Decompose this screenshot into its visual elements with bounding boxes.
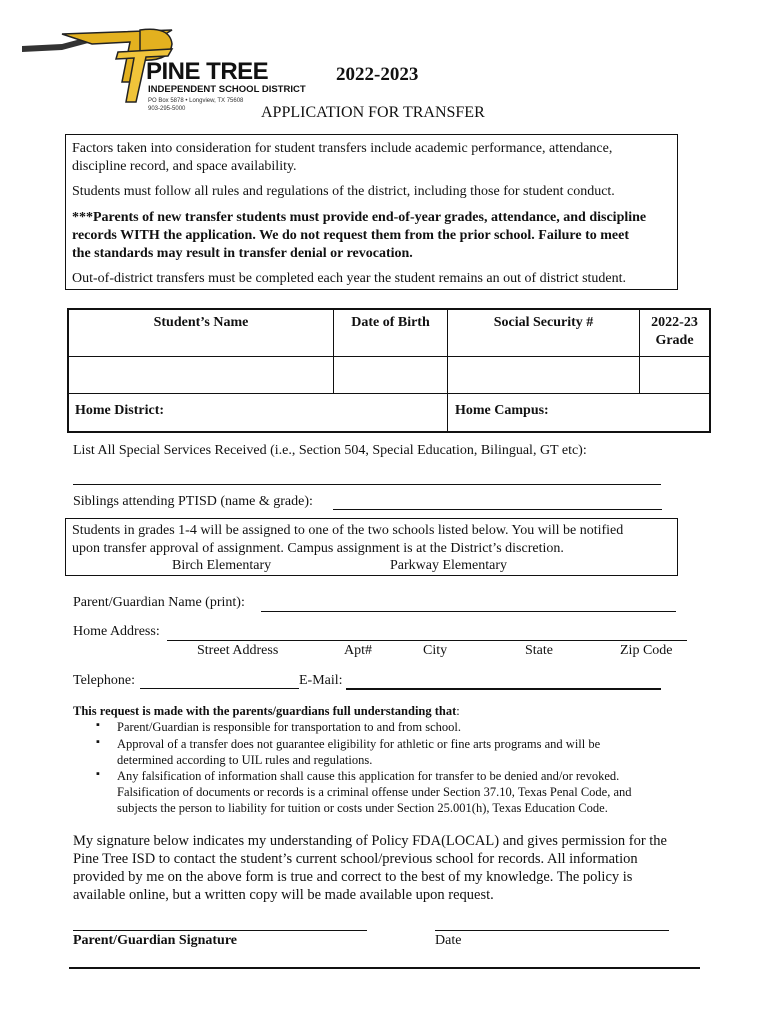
grade-header-line2: Grade xyxy=(655,333,694,348)
student-name-header: Student’s Name xyxy=(153,315,249,330)
ssn-header: Social Security # xyxy=(493,315,594,330)
ssn-field[interactable] xyxy=(448,357,638,393)
logo-subtitle: INDEPENDENT SCHOOL DISTRICT xyxy=(148,84,306,95)
factors-box xyxy=(65,134,678,290)
special-services-line[interactable] xyxy=(73,484,661,485)
date-of-birth-header: Date of Birth xyxy=(351,315,430,330)
student-name-field[interactable] xyxy=(70,357,332,393)
bottom-divider xyxy=(69,967,700,969)
signature-statement-line3: provided by me on the above form is true and correct to the best of my knowledge. The policy is xyxy=(73,869,633,885)
understanding-heading xyxy=(73,703,460,719)
special-services-label: List All Special Services Received (i.e., Section 504, Special Education, Bilingual, GT etc): xyxy=(73,443,587,458)
understanding-item-3 xyxy=(117,768,632,816)
factors-p1-line2: discipline record, and space availability. xyxy=(72,159,297,174)
factors-p2: Students must follow all rules and regulations of the district, including those for student conduct. xyxy=(72,184,615,199)
understanding-item-2 xyxy=(117,736,600,768)
form-title: APPLICATION FOR TRANSFER xyxy=(261,104,485,121)
state-label: State xyxy=(525,643,553,658)
home-address-line[interactable] xyxy=(167,640,687,641)
school-birch: Birch Elementary xyxy=(172,558,272,573)
siblings-label: Siblings attending PTISD (name & grade): xyxy=(73,494,313,509)
telephone-line[interactable] xyxy=(140,688,299,689)
city-label: City xyxy=(423,643,448,658)
signature-statement xyxy=(73,832,703,904)
school-parkway: Parkway Elementary xyxy=(390,558,508,573)
understanding-heading-colon: : xyxy=(456,704,460,718)
email-label: E-Mail: xyxy=(299,673,343,688)
factors-p3-line3: the standards may result in transfer denial or revocation. xyxy=(72,246,413,261)
home-district-label: Home District: xyxy=(75,403,165,418)
parent-name-label: Parent/Guardian Name (print): xyxy=(73,595,245,610)
understanding-item-3-line3: subjects the person to liability for tuition or costs under Section 25.001(h), Texas Education Code. xyxy=(117,801,608,815)
factors-p1-line1: Factors taken into consideration for student transfers include academic performance, attendance, xyxy=(72,141,613,156)
home-address-label: Home Address: xyxy=(73,624,160,639)
understanding-item-2-line2: determined according to UIL rules and regulations. xyxy=(117,753,373,767)
signature-statement-line4: available online, but a written copy will be made available upon request. xyxy=(73,887,494,903)
grade-header-line1: 2022-23 xyxy=(651,315,698,330)
logo-address-line: PO Box 5878 • Longview, TX 75608 xyxy=(148,98,244,104)
understanding-heading-text: This request is made with the parents/guardians full understanding that xyxy=(73,704,457,718)
factors-p4: Out-of-district transfers must be completed each year the student remains an out of district student. xyxy=(72,271,627,286)
assignment-line2: upon transfer approval of assignment. Campus assignment is at the District’s discretion. xyxy=(72,541,564,556)
factors-p3-line1: ***Parents of new transfer students must provide end-of-year grades, attendance, and discipline xyxy=(72,210,647,225)
date-label: Date xyxy=(435,933,462,948)
student-info-table xyxy=(67,308,711,433)
street-address-label: Street Address xyxy=(197,643,279,658)
district-logo xyxy=(22,22,306,112)
date-line[interactable] xyxy=(435,930,669,931)
grade-field[interactable] xyxy=(640,357,708,393)
logo-phone: 903-295-5000 xyxy=(148,106,186,112)
understanding-item-2-line1: Approval of a transfer does not guarantee eligibility for athletic or fine arts programs and will be xyxy=(117,737,601,751)
school-year: 2022-2023 xyxy=(336,64,419,85)
understanding-item-1: Parent/Guardian is responsible for transportation to and from school. xyxy=(117,720,462,734)
signature-statement-line1: My signature below indicates my understanding of Policy FDA(LOCAL) and gives permission for the xyxy=(73,833,667,849)
email-line[interactable] xyxy=(346,688,661,690)
assignment-line1: Students in grades 1-4 will be assigned to one of the two schools listed below. You will be notified xyxy=(72,523,624,538)
logo-address xyxy=(148,97,243,113)
bullet-icon: ▪ xyxy=(96,719,100,731)
signature-line[interactable] xyxy=(73,930,367,931)
signature-statement-line2: Pine Tree ISD to contact the student’s current school/previous school for records. All information xyxy=(73,851,638,867)
zip-code-label: Zip Code xyxy=(620,643,673,658)
logo-name: PINE TREE xyxy=(146,58,269,85)
parent-name-line[interactable] xyxy=(261,611,676,612)
grade-header xyxy=(640,314,709,350)
understanding-item-3-line2: Falsification of documents or records is a criminal offense under Section 37.10, Texas Penal Code, and xyxy=(117,785,632,799)
bullet-icon: ▪ xyxy=(96,736,100,748)
factors-p3-line2: records WITH the application. We do not request them from the prior school. Failure to meet xyxy=(72,228,629,243)
date-of-birth-field[interactable] xyxy=(334,357,446,393)
signature-label: Parent/Guardian Signature xyxy=(73,933,238,948)
apt-label: Apt# xyxy=(344,643,372,658)
understanding-item-3-line1: Any falsification of information shall cause this application for transfer to be denied and/or revoked. xyxy=(117,769,620,783)
campus-assignment-box xyxy=(65,518,678,576)
bullet-icon: ▪ xyxy=(96,768,100,780)
siblings-line[interactable] xyxy=(333,509,662,510)
home-campus-label: Home Campus: xyxy=(455,403,549,418)
telephone-label: Telephone: xyxy=(73,673,135,688)
